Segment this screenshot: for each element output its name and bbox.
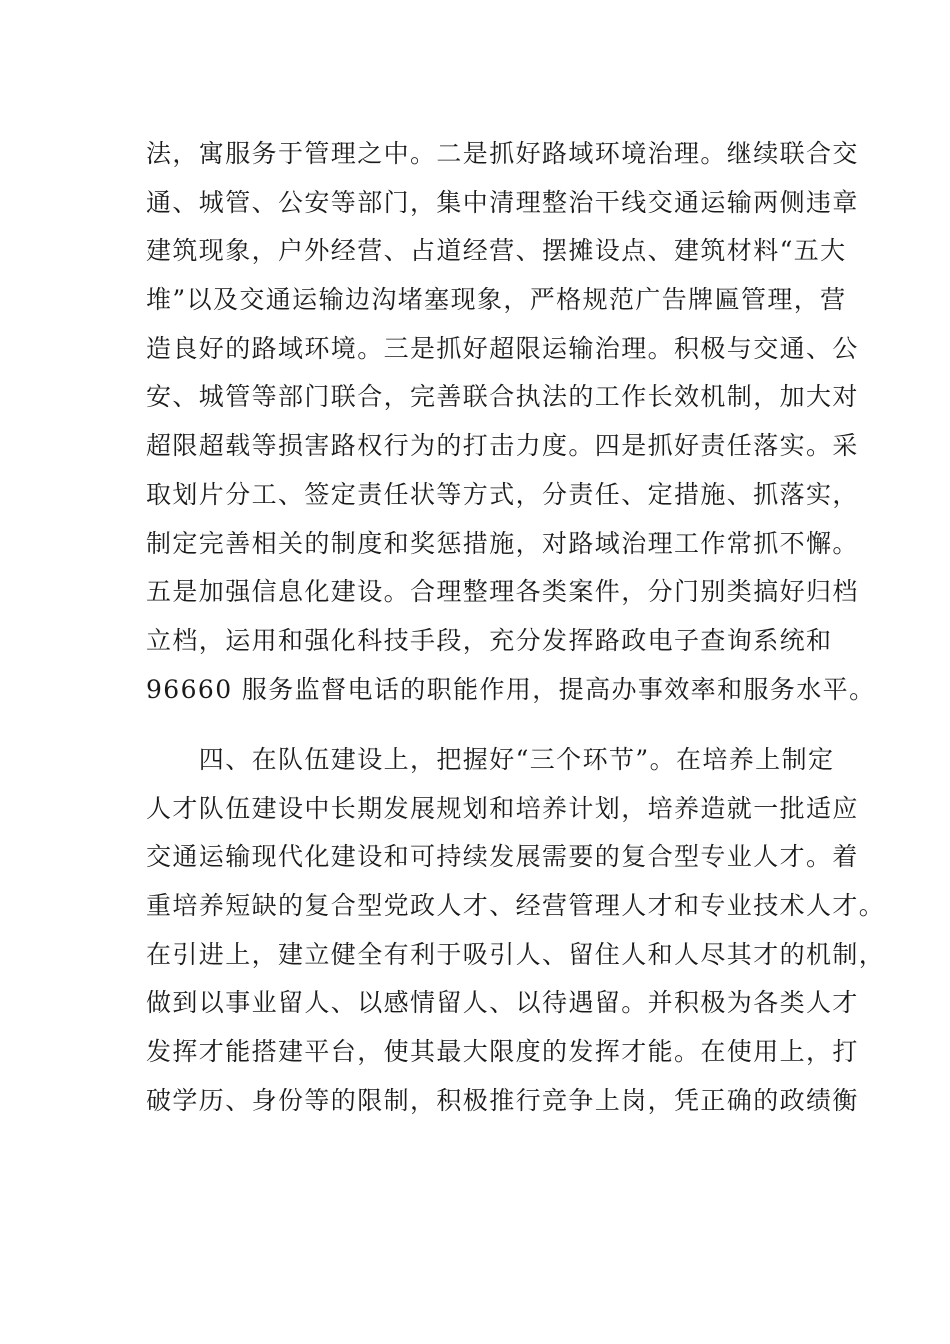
paragraph-road-governance bbox=[146, 130, 876, 714]
text-line: 发挥才能搭建平台，使其最大限度的发挥才能。在使用上，打 bbox=[146, 1037, 859, 1067]
paragraph-team-building bbox=[146, 736, 886, 1126]
text-line: 在引进上，建立健全有利于吸引人、留住人和人尽其才的机制， bbox=[146, 939, 886, 969]
text-line: 超限超载等损害路权行为的打击力度。四是抓好责任落实。采 bbox=[146, 431, 859, 461]
text-line: 四、在队伍建设上，把握好“三个环节”。在培养上制定 bbox=[146, 745, 835, 774]
text-line: 做到以事业留人、以感情留人、以待遇留。并积极为各类人才 bbox=[146, 988, 859, 1018]
text-line: 取划片分工、签定责任状等方式，分责任、定措施、抓落实， bbox=[146, 479, 859, 509]
text-line: 堆”以及交通运输边沟堵塞现象，严格规范广告牌匾管理，营 bbox=[146, 285, 847, 315]
text-line: 交通运输现代化建设和可持续发展需要的复合型专业人才。着 bbox=[146, 842, 859, 872]
text-line: 安、城管等部门联合，完善联合执法的工作长效机制，加大对 bbox=[146, 382, 859, 412]
text-line: 通、城管、公安等部门，集中清理整治干线交通运输两侧违章 bbox=[146, 187, 859, 217]
text-line: 重培养短缺的复合型党政人才、经营管理人才和专业技术人才。 bbox=[146, 891, 886, 921]
text-line: 建筑现象，户外经营、占道经营、摆摊设点、建筑材料“五大 bbox=[146, 236, 847, 266]
text-line: 破学历、身份等的限制，积极推行竞争上岗，凭正确的政绩衡 bbox=[146, 1085, 859, 1115]
text-line: 96660 服务监督电话的职能作用，提高办事效率和服务水平。 bbox=[146, 674, 876, 704]
text-line: 制定完善相关的制度和奖惩措施，对路域治理工作常抓不懈。 bbox=[146, 528, 859, 558]
text-line: 人才队伍建设中长期发展规划和培养计划，培养造就一批适应 bbox=[146, 793, 859, 823]
text-line: 造良好的路域环境。三是抓好超限运输治理。积极与交通、公 bbox=[146, 333, 859, 363]
text-line: 法，寓服务于管理之中。二是抓好路域环境治理。继续联合交 bbox=[146, 139, 859, 168]
text-line: 五是加强信息化建设。合理整理各类案件，分门别类搞好归档 bbox=[146, 577, 859, 607]
text-line: 立档，运用和强化科技手段，充分发挥路政电子查询系统和 bbox=[146, 625, 833, 655]
